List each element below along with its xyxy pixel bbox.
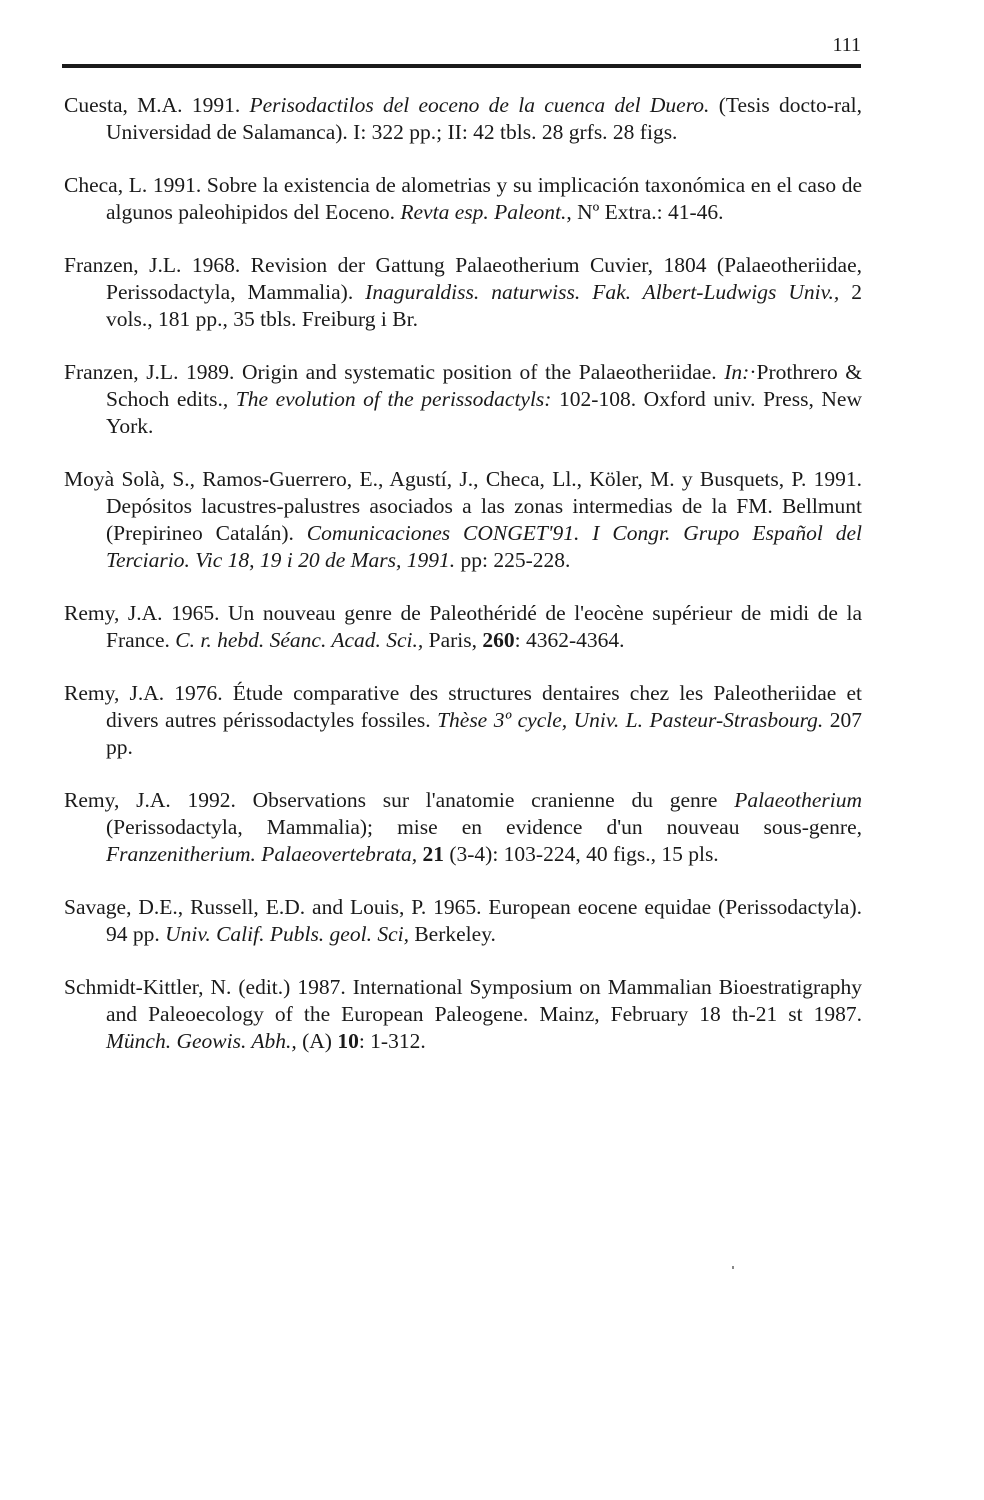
reference-text: (Perissodactyla, Mammalia); mise en evidence d'un nouveau sous-genre,	[106, 815, 862, 839]
reference-text: : 1-312.	[358, 1029, 426, 1053]
reference-volume: 21	[422, 842, 444, 866]
reference-text: : 4362-4364.	[514, 628, 625, 652]
reference-text: Checa, L. 1991. Sobre la existencia de alometrias y su implicación taxonómica en el caso de algunos paleohipidos del Eoceno.	[64, 173, 862, 224]
reference-italic-text: Univ. Calif. Publs. geol. Sci,	[165, 922, 409, 946]
reference-entry	[64, 466, 862, 574]
reference-italic-text: Inaguraldiss. naturwiss. Fak. Albert-Ludwigs Univ.,	[365, 280, 840, 304]
reference-text: Paris,	[423, 628, 483, 652]
reference-italic-text: In:	[724, 360, 750, 384]
reference-text: pp: 225-228.	[455, 548, 571, 572]
reference-text: (Tesis docto-ral, Universidad de Salamanca). I: 322 pp.; II: 42 tbls. 28 grfs. 28 figs.	[106, 93, 862, 144]
reference-text: 2 vols., 181 pp., 35 tbls. Freiburg i Br.	[106, 280, 862, 331]
reference-text: Franzen, J.L. 1989. Origin and systematic position of the Palaeotheriidae.	[64, 360, 725, 384]
header-rule	[62, 64, 861, 68]
reference-text: Remy, J.A. 1992. Observations sur l'anatomie cranienne du genre	[64, 788, 735, 812]
reference-italic-text: C. r. hebd. Séanc. Acad. Sci.,	[175, 628, 424, 652]
reference-text: Cuesta, M.A. 1991.	[64, 93, 250, 117]
reference-italic-text: The evolution of the perissodactyls:	[235, 387, 552, 411]
reference-entry	[64, 92, 862, 146]
reference-volume: 10	[337, 1029, 359, 1053]
reference-entry	[64, 359, 862, 440]
reference-italic-text: Franzenitherium. Palaeovertebrata,	[106, 842, 418, 866]
reference-text: ·Prothrero & Schoch edits.,	[106, 360, 863, 411]
reference-italic-text: Revta esp. Paleont.	[400, 200, 567, 224]
reference-text: 102-108. Oxford univ. Press, New York.	[106, 387, 862, 438]
reference-text: Remy, J.A. 1965. Un nouveau genre de Paleothéridé de l'eocène supérieur de midi de la France.	[64, 601, 862, 652]
reference-text: Remy, J.A. 1976. Étude comparative des structures dentaires chez les Paleotheriidae et divers autres périssodactyles fossiles.	[64, 681, 862, 732]
reference-entry	[64, 894, 862, 948]
reference-italic-text: Perisodactilos del eoceno de la cuenca del Duero.	[249, 93, 710, 117]
reference-entry	[64, 974, 862, 1055]
reference-italic-text: Palaeotherium	[734, 788, 862, 812]
reference-text: (A)	[296, 1029, 338, 1053]
reference-entry	[64, 172, 862, 226]
reference-text: Berkeley.	[408, 922, 496, 946]
page-number: 111	[832, 34, 861, 56]
reference-text: Schmidt-Kittler, N. (edit.) 1987. International Symposium on Mammalian Bioestratigraphy and Paleoecology of the European Paleogene. Mainz, February 18 th-21 st 1987.	[64, 975, 862, 1026]
reference-italic-text: Münch. Geowis. Abh.,	[106, 1029, 297, 1053]
reference-volume: 260	[482, 628, 515, 652]
reference-text: Moyà Solà, S., Ramos-Guerrero, E., Agustí, J., Checa, Ll., Köler, M. y Busquets, P. 1991. Depósitos lacustres-palustres asociados a las zonas intermedias de la FM. Bellmunt (Prepirineo Catalán).	[64, 467, 862, 545]
reference-italic-text: Comunicaciones CONGET'91. I Congr. Grupo Español del Terciario. Vic 18, 19 i 20 de Mars, 1991.	[106, 521, 862, 572]
reference-entry	[64, 252, 862, 333]
reference-entry	[64, 600, 862, 654]
reference-text: 207 pp.	[106, 708, 863, 759]
reference-text: (3-4): 103-224, 40 figs., 15 pls.	[443, 842, 719, 866]
reference-text: , Nº Extra.: 41-46.	[566, 200, 724, 224]
reference-entry	[64, 680, 862, 761]
reference-list	[64, 92, 862, 1081]
scan-speck	[732, 1266, 734, 1269]
reference-text: Franzen, J.L. 1968. Revision der Gattung Palaeotherium Cuvier, 1804 (Palaeotheriidae, Perissodactyla, Mammalia).	[64, 253, 862, 304]
reference-italic-text: Thèse 3º cycle, Univ. L. Pasteur-Strasbourg.	[437, 708, 824, 732]
reference-entry	[64, 787, 862, 868]
reference-text: Savage, D.E., Russell, E.D. and Louis, P. 1965. European eocene equidae (Perissodactyla). 94 pp.	[64, 895, 862, 946]
